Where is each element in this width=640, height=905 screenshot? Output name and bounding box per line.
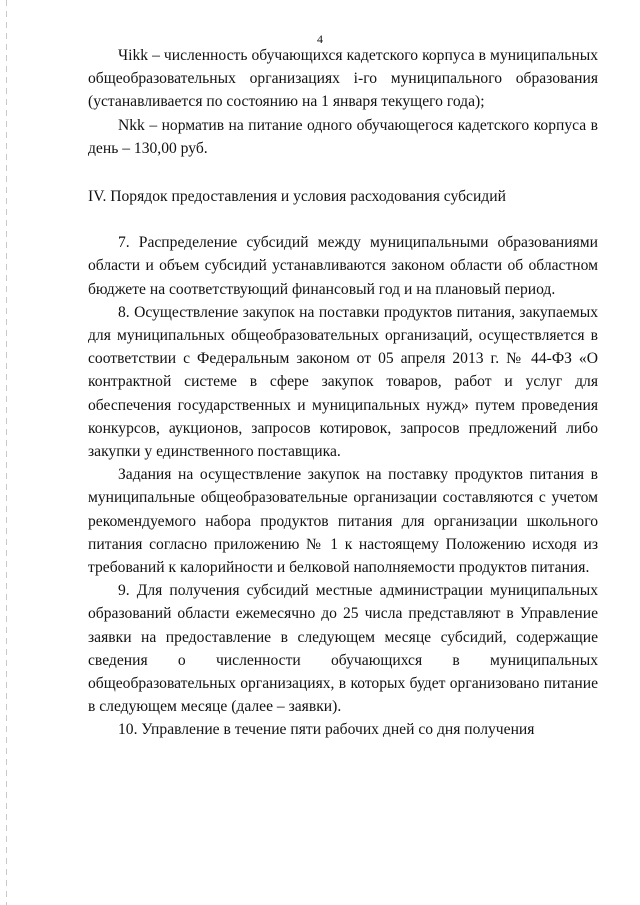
paragraph-10: 10. Управление в течение пяти рабочих дней со дня получения [118,721,535,739]
paragraph-7: 7. Распределение субсидий между муниципальными образованиями области и объем субсидий устанавливаются законом области об областном бюджете на соответствующий финансовый год и на плановый период. [88,234,598,298]
document-body [88,44,598,742]
section-heading: IV. Порядок предоставления и условия расходования субсидий [88,188,506,206]
paragraph-9: 9. Для получения субсидий местные администрации муниципальных образований области ежемесячно до 25 числа представляют в Управление заявки на предоставление в следующем месяце субсидий, содержащие сведения о численности обучающихся в муниципальных общеобразовательных организациях, в которых будет организовано питание в следующем месяце (далее – заявки). [88,582,598,716]
definition-chikk: Чikk – численность обучающихся кадетского корпуса в муниципальных общеобразовательных организациях i-го муниципального образования (устанавливается по состоянию на 1 января текущего года); [88,47,598,111]
paragraph-8-tasks: Задания на осуществление закупок на поставку продуктов питания в муниципальные общеобразовательные организации составляются с учетом рекомендуемого набора продуктов питания для организации школьного питания согласно приложению № 1 к настоящему Положению исходя из требований к калорийности и белковой наполняемости продуктов питания. [88,466,598,577]
paragraph-8: 8. Осуществление закупок на поставки продуктов питания, закупаемых для муниципальных общеобразовательных организаций, осуществляется в соответствии с Федеральным законом от 05 апреля 2013 г. № 44-ФЗ «О контрактной системе в сфере закупок товаров, работ и услуг для обеспечения государственных и муниципальных нужд» путем проведения конкурсов, аукционов, запросов котировок, запросов предложений либо закупки у единственного поставщика. [88,303,598,461]
scan-edge-line [6,0,7,905]
page-number: 4 [317,32,323,46]
definition-nkk: Nkk – норматив на питание одного обучающегося кадетского корпуса в день – 130,00 руб. [88,116,598,157]
